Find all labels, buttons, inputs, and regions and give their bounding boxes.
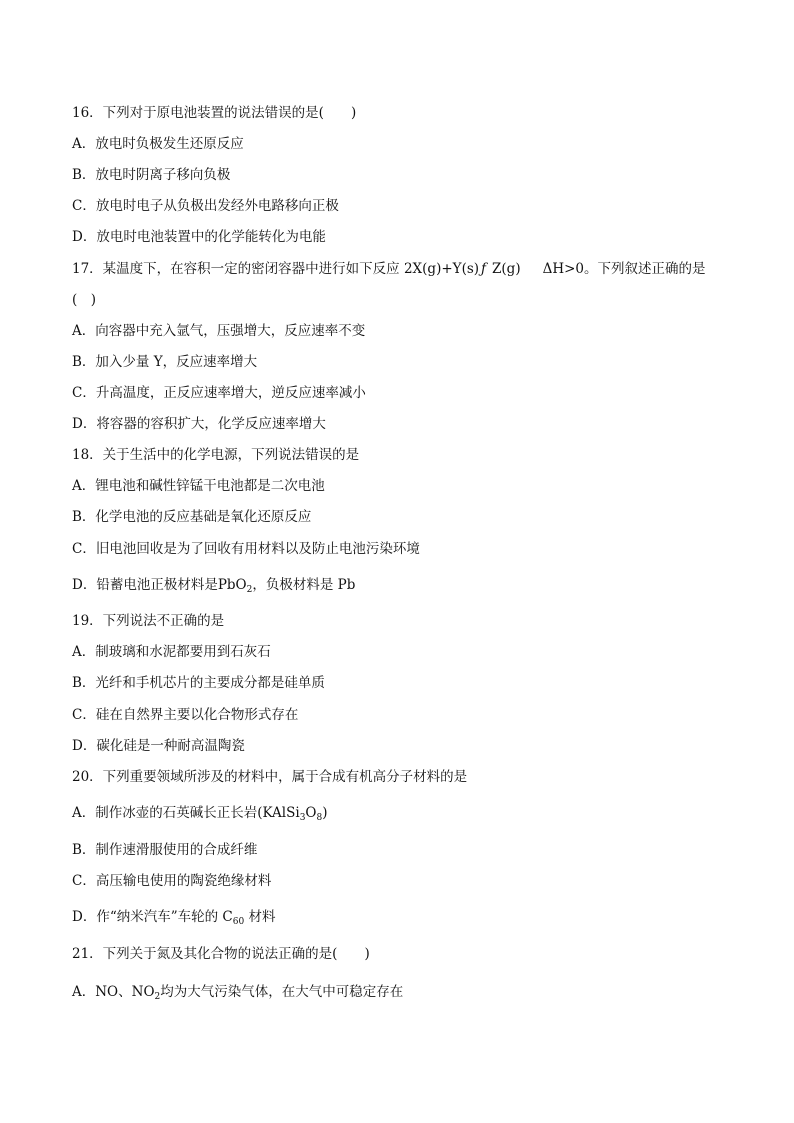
q20-option-a-pre: A．制作冰壶的石英碱长正长岩(KAlSi — [72, 805, 300, 821]
q17-option-b: B．加入少量 Y，反应速率增大 — [72, 354, 258, 370]
q16-option-c: C．放电时电子从负极出发经外电路移向正极 — [72, 198, 339, 214]
q18-stem: 18．关于生活中的化学电源，下列说法错误的是 — [72, 447, 360, 463]
q20-option-d-post: 材料 — [244, 909, 276, 925]
q17-option-a: A．向容器中充入氩气，压强增大，反应速率不变 — [72, 323, 366, 339]
q16-option-d: D．放电时电池装置中的化学能转化为电能 — [72, 229, 326, 245]
q20-option-d-pre: D．作“纳米汽车”车轮的 C — [72, 909, 233, 925]
q20-stem: 20．下列重要领域所涉及的材料中，属于合成有机高分子材料的是 — [72, 769, 468, 785]
q20-option-a-post: ) — [322, 805, 328, 821]
q17-stem-part1: 17．某温度下，在容积一定的密闭容器中进行如下反应 2X(g)+Y(s) — [72, 261, 480, 277]
q18-option-b: B．化学电池的反应基础是氧化还原反应 — [72, 509, 312, 525]
q16-option-a: A．放电时负极发生还原反应 — [72, 136, 244, 152]
q16-option-b: B．放电时阴离子移向负极 — [72, 167, 231, 183]
q18-option-d-post: ，负极材料是 Pb — [252, 577, 356, 593]
q20-option-b: B．制作速滑服使用的合成纤维 — [72, 842, 258, 858]
q21-stem: 21．下列关于氮及其化合物的说法正确的是( ) — [72, 946, 370, 962]
q20-option-d — [72, 907, 276, 927]
q19-stem: 19．下列说法不正确的是 — [72, 613, 225, 629]
q21-sub-2: 2 — [154, 992, 161, 1002]
q17-option-c: C．升高温度，正反应速率增大，逆反应速率减小 — [72, 385, 366, 401]
q18-formula-sub: 2 — [246, 585, 253, 595]
q21-option-a — [72, 982, 403, 1002]
q17-stem-cont: ( ) — [72, 292, 97, 308]
q19-option-c: C．硅在自然界主要以化合物形式存在 — [72, 707, 299, 723]
q20-option-a — [72, 803, 328, 823]
q20-sub-60: 60 — [232, 917, 245, 927]
reversible-arrow-glyph: ƒ — [481, 261, 487, 277]
q16-stem: 16．下列对于原电池装置的说法错误的是( ) — [72, 105, 357, 121]
q19-option-b: B．光纤和手机芯片的主要成分都是硅单质 — [72, 675, 325, 691]
q19-option-a: A．制玻璃和水泥都要用到石灰石 — [72, 644, 271, 660]
q21-option-a-post: 均为大气污染气体，在大气中可稳定存在 — [160, 984, 404, 1000]
q18-option-a: A．锂电池和碱性锌锰干电池都是二次电池 — [72, 478, 325, 494]
q17-stem — [72, 259, 706, 279]
q20-sub-1: 3 — [299, 813, 306, 823]
q20-option-c: C．高压输电使用的陶瓷绝缘材料 — [72, 873, 272, 889]
q17-stem-part3: ΔH>0。下列叙述正确的是 — [542, 261, 706, 277]
q18-option-d-pre: D．铅蓄电池正极材料是 — [72, 577, 218, 593]
q20-option-a-mid: O — [305, 805, 317, 821]
q19-option-d: D．碳化硅是一种耐高温陶瓷 — [72, 738, 245, 754]
q17-option-d: D．将容器的容积扩大，化学反应速率增大 — [72, 416, 326, 432]
q17-stem-part2: Z(g) — [492, 261, 521, 277]
q20-sub-2: 8 — [316, 813, 323, 823]
q18-formula-pbo2: PbO — [217, 577, 247, 593]
q21-option-a-pre: A．NO、NO — [72, 984, 155, 1000]
q18-option-d — [72, 575, 355, 595]
q18-option-c: C．旧电池回收是为了回收有用材料以及防止电池污染环境 — [72, 541, 420, 557]
